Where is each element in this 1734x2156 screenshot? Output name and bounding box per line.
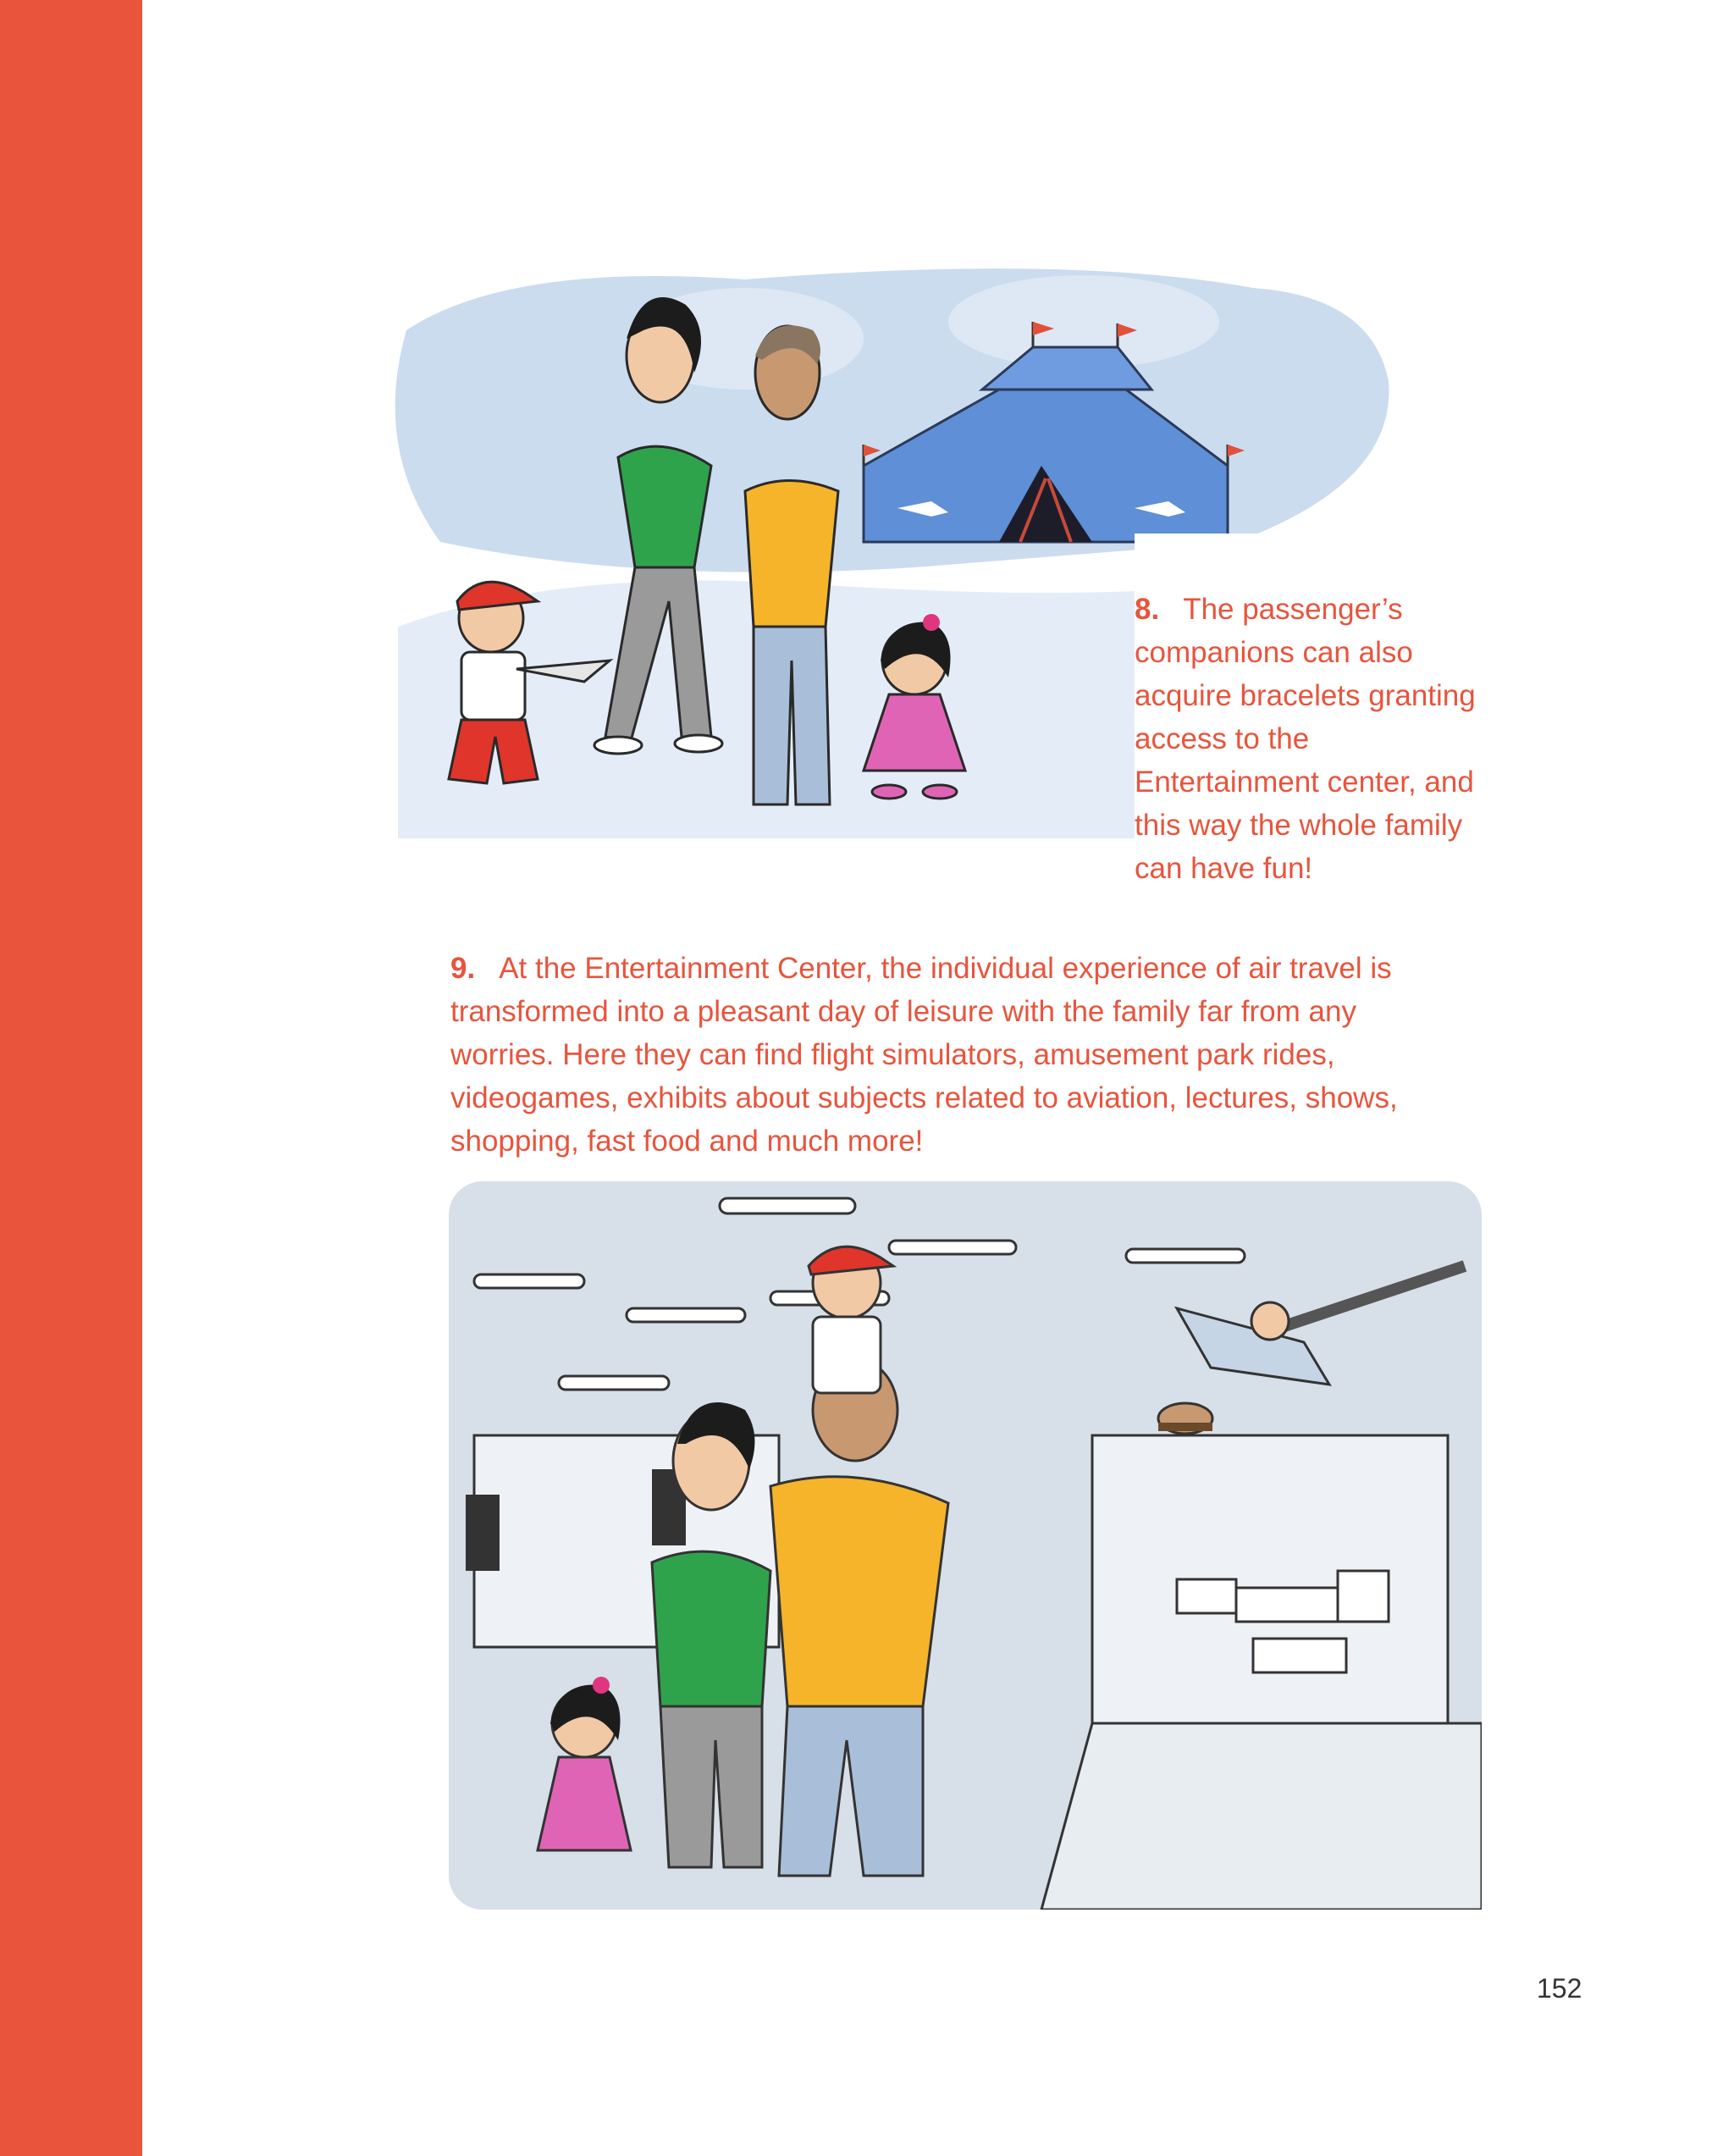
loudspeaker-icon xyxy=(466,1495,500,1571)
page-number: 152 xyxy=(1537,1973,1582,2004)
caption-text: At the Entertainment Center, the individual experience of air travel is transformed into a pleasant day of leisure with the family far from any worries. Here they can find flight simulators, amusement park rides, videogames, exhibits about subjects related to aviation, lectures, shows, shopping, fast food and much more! xyxy=(450,952,1398,1158)
caption-number: 8. xyxy=(1135,593,1160,626)
caption-number: 9. xyxy=(450,952,476,985)
caption-item-9 xyxy=(450,947,1433,1163)
page-side-bar xyxy=(0,0,142,2156)
family-in-entertainment-center-illustration xyxy=(449,1181,1482,1910)
burger-sign-icon xyxy=(1158,1403,1212,1434)
caption-item-8 xyxy=(1135,588,1490,890)
caption-text: The passenger’s companions can also acquire bracelets granting access to the Entertainment center, and this way the whole family can have fun! xyxy=(1135,593,1476,885)
